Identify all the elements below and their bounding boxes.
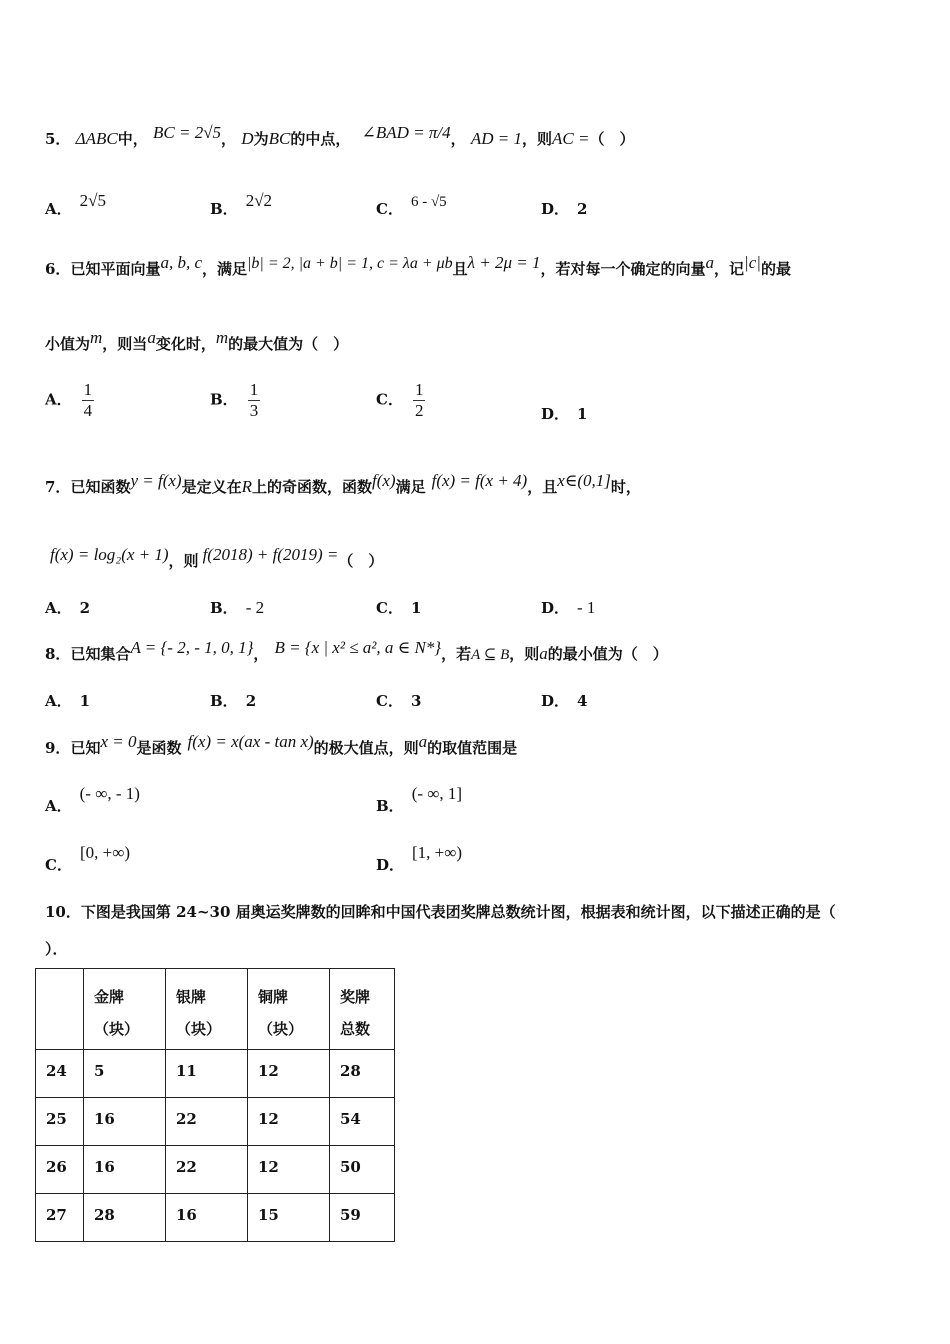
question-10 <box>45 901 836 922</box>
math: f(x) <box>371 471 396 490</box>
math: a <box>418 732 428 751</box>
text: 且 <box>452 260 468 278</box>
table-cell: 16 <box>84 1098 166 1146</box>
option-label: B． <box>376 797 404 815</box>
numerator: 1 <box>83 380 93 399</box>
text: ，若对每一个确定的向量 <box>540 260 706 278</box>
math: a <box>539 644 548 663</box>
header-text: 总数 <box>340 1020 371 1038</box>
table-cell: 5 <box>84 1050 166 1098</box>
question-number: 7． <box>45 478 71 496</box>
option-value: 2√2 <box>245 191 273 210</box>
option-label: D． <box>541 405 570 423</box>
math: x∈(0,1] <box>557 471 611 490</box>
math: m <box>90 328 103 347</box>
option-label: C． <box>45 856 72 874</box>
option-label: B． <box>210 200 238 218</box>
question-6-line-2 <box>45 328 349 354</box>
option-value: [0, +∞) <box>79 843 130 862</box>
math: f(2018) + f(2019) = <box>202 545 339 564</box>
option-value: 2 <box>245 692 257 710</box>
option-c[interactable] <box>376 194 447 219</box>
table-cell: 12 <box>248 1098 330 1146</box>
text: 是函数 <box>136 739 182 757</box>
option-label: C． <box>376 200 403 218</box>
table-cell: 12 <box>248 1050 330 1098</box>
math: BC = 2√5 <box>153 123 222 142</box>
table-row <box>36 1146 395 1194</box>
question-10-line-2 <box>45 938 68 959</box>
table-cell: 50 <box>330 1146 395 1194</box>
header-text: （块） <box>176 1020 222 1038</box>
option-value: - 1 <box>577 598 596 617</box>
text: 为 <box>253 130 269 148</box>
option-c[interactable] <box>376 690 421 711</box>
option-value: (- ∞, - 1) <box>79 784 140 803</box>
math: BC <box>268 129 291 148</box>
header-cell <box>248 969 330 1050</box>
table-cell: 11 <box>166 1050 248 1098</box>
math: a, b, c <box>160 253 202 272</box>
table-cell: 24 <box>36 1050 84 1098</box>
text: 变化时， <box>155 335 216 353</box>
text: ， <box>221 130 237 148</box>
option-label: A． <box>45 599 72 617</box>
text: 已知 <box>70 739 101 757</box>
option-label: D． <box>541 200 570 218</box>
text: 的取值范围是 <box>427 739 518 757</box>
table-cell: 16 <box>84 1146 166 1194</box>
header-cell <box>36 969 84 1050</box>
option-value: 1 <box>577 405 588 423</box>
math: A = {- 2, - 1, 0, 1} <box>130 638 254 657</box>
question-5 <box>45 123 635 149</box>
option-label: D． <box>376 856 405 874</box>
question-7 <box>45 471 641 497</box>
header-text: 金牌 <box>94 988 125 1006</box>
option-b[interactable] <box>210 690 256 711</box>
text: ，记 <box>714 260 745 278</box>
question-number: 8． <box>45 645 71 663</box>
option-label: D． <box>541 599 570 617</box>
math: AD = 1 <box>470 129 522 148</box>
math: A ⊆ B <box>471 647 510 663</box>
option-label: A． <box>45 200 72 218</box>
option-value: - 2 <box>245 598 265 617</box>
text: 满足 <box>395 478 426 496</box>
math: f(x) = x(ax - tan x) <box>187 732 314 751</box>
option-label: A． <box>45 692 72 710</box>
table-cell: 16 <box>166 1194 248 1242</box>
option-c[interactable] <box>376 597 421 618</box>
option-label: B． <box>210 390 238 409</box>
option-value: 2 <box>79 599 91 617</box>
text: 已知集合 <box>70 645 131 663</box>
numerator: 1 <box>414 380 424 399</box>
option-label: D． <box>541 692 570 710</box>
header-cell <box>84 969 166 1050</box>
option-value: 3 <box>410 692 422 710</box>
option-d[interactable] <box>541 198 587 219</box>
text: ， <box>253 645 269 663</box>
option-label: B． <box>210 692 238 710</box>
text: ，若 <box>441 645 472 663</box>
text: ，满足 <box>202 260 248 278</box>
medals-table <box>35 968 395 1242</box>
table-row <box>36 1098 395 1146</box>
text: 的最大值为（ ） <box>228 335 349 353</box>
header-cell <box>330 969 395 1050</box>
table-row <box>36 1050 395 1098</box>
table-cell: 54 <box>330 1098 395 1146</box>
table-cell: 28 <box>84 1194 166 1242</box>
question-number: 9． <box>45 739 71 757</box>
option-b[interactable] <box>210 191 273 219</box>
denominator: 2 <box>414 401 424 420</box>
math: f(x) = f(x + 4) <box>431 471 528 490</box>
math: D <box>241 129 254 148</box>
option-a[interactable] <box>45 784 140 816</box>
text: 的最小值为（ ） <box>547 645 668 663</box>
option-value: (- ∞, 1] <box>411 784 463 803</box>
math: R <box>241 477 252 496</box>
denominator: 3 <box>249 401 259 420</box>
option-label: B． <box>210 599 238 617</box>
text: 10．下图是我国第 24~30 届奥运奖牌数的回眸和中国代表团奖牌总数统计图，根据表和统计图，以下描述正确的是（ <box>45 903 836 921</box>
option-value: 1 <box>410 599 422 617</box>
table-header-row <box>36 969 395 1050</box>
header-text: （块） <box>94 1020 140 1038</box>
text: 的中点， <box>290 130 351 148</box>
option-d[interactable] <box>541 690 587 711</box>
option-d[interactable] <box>541 403 587 424</box>
question-7-line-2 <box>50 545 384 571</box>
option-label: A． <box>45 390 72 409</box>
fraction <box>413 380 426 421</box>
option-label: C． <box>376 692 403 710</box>
header-text: 铜牌 <box>258 988 289 1006</box>
fraction <box>82 380 95 421</box>
option-d[interactable] <box>376 843 463 875</box>
text: ，则当 <box>102 335 148 353</box>
text: ， <box>450 130 466 148</box>
table-cell: 59 <box>330 1194 395 1242</box>
text: ，则 <box>168 552 199 570</box>
option-b[interactable] <box>376 784 463 816</box>
fraction <box>248 380 261 421</box>
option-b[interactable] <box>210 380 260 421</box>
option-c[interactable] <box>376 380 425 421</box>
text: ）． <box>45 940 68 958</box>
math: ΔABC <box>75 129 118 148</box>
option-value: 2√5 <box>79 191 106 210</box>
question-number: 6． <box>45 260 71 278</box>
numerator: 1 <box>249 380 259 399</box>
text: 已知平面向量 <box>70 260 161 278</box>
table-cell: 15 <box>248 1194 330 1242</box>
option-a[interactable] <box>45 690 90 711</box>
text: （ ） <box>589 130 635 148</box>
math: a <box>147 328 156 347</box>
text: 时， <box>610 478 641 496</box>
text: ，且 <box>527 478 558 496</box>
text: 是定义在 <box>181 478 242 496</box>
math: ∠BAD = π/4 <box>361 123 451 142</box>
text: 已知函数 <box>70 478 131 496</box>
option-value: 6 - √5 <box>410 194 447 210</box>
option-label: C． <box>376 390 403 409</box>
header-text: 奖牌 <box>340 988 371 1006</box>
table-cell: 25 <box>36 1098 84 1146</box>
table-cell: 22 <box>166 1098 248 1146</box>
option-label: C． <box>376 599 403 617</box>
math: x = 0 <box>100 732 137 751</box>
text: 的最 <box>760 260 791 278</box>
text: 小值为 <box>45 335 91 353</box>
text: 的极大值点，则 <box>313 739 419 757</box>
option-value: 1 <box>79 692 91 710</box>
text: （ ） <box>338 552 384 570</box>
math: AC = <box>552 129 590 148</box>
text: 中， <box>117 130 148 148</box>
math: m <box>215 328 229 347</box>
question-8 <box>45 638 668 664</box>
table-cell: 26 <box>36 1146 84 1194</box>
option-c[interactable] <box>45 843 130 875</box>
option-a[interactable] <box>45 191 106 219</box>
math: |c| <box>744 253 761 272</box>
header-text: （块） <box>258 1020 304 1038</box>
math: a <box>705 253 715 272</box>
text: ，则 <box>509 645 540 663</box>
table-row <box>36 1194 395 1242</box>
math: |b| = 2, |a + b| = 1, c = λa + μb <box>247 255 453 272</box>
question-number: 5． <box>45 130 71 148</box>
option-d[interactable] <box>541 597 595 618</box>
option-value: 2 <box>577 200 588 218</box>
option-a[interactable] <box>45 597 90 618</box>
table-cell: 27 <box>36 1194 84 1242</box>
math: B = {x | x² ≤ a², a ∈ N*} <box>274 638 442 657</box>
header-cell <box>166 969 248 1050</box>
math: y = f(x) <box>130 471 182 490</box>
text: ，则 <box>521 130 552 148</box>
table-cell: 28 <box>330 1050 395 1098</box>
header-text: 银牌 <box>176 988 207 1006</box>
question-9 <box>45 732 518 758</box>
math: f(x) = log₂(x + 1) <box>50 545 169 564</box>
option-label: A． <box>45 797 72 815</box>
question-6 <box>45 253 791 279</box>
option-value: [1, +∞) <box>412 843 463 862</box>
denominator: 4 <box>83 401 93 420</box>
text: 上的奇函数，函数 <box>251 478 372 496</box>
option-value: 4 <box>577 692 588 710</box>
option-b[interactable] <box>210 597 264 618</box>
table-cell: 12 <box>248 1146 330 1194</box>
option-a[interactable] <box>45 380 94 421</box>
math: λ + 2μ = 1 <box>467 253 541 272</box>
table-cell: 22 <box>166 1146 248 1194</box>
